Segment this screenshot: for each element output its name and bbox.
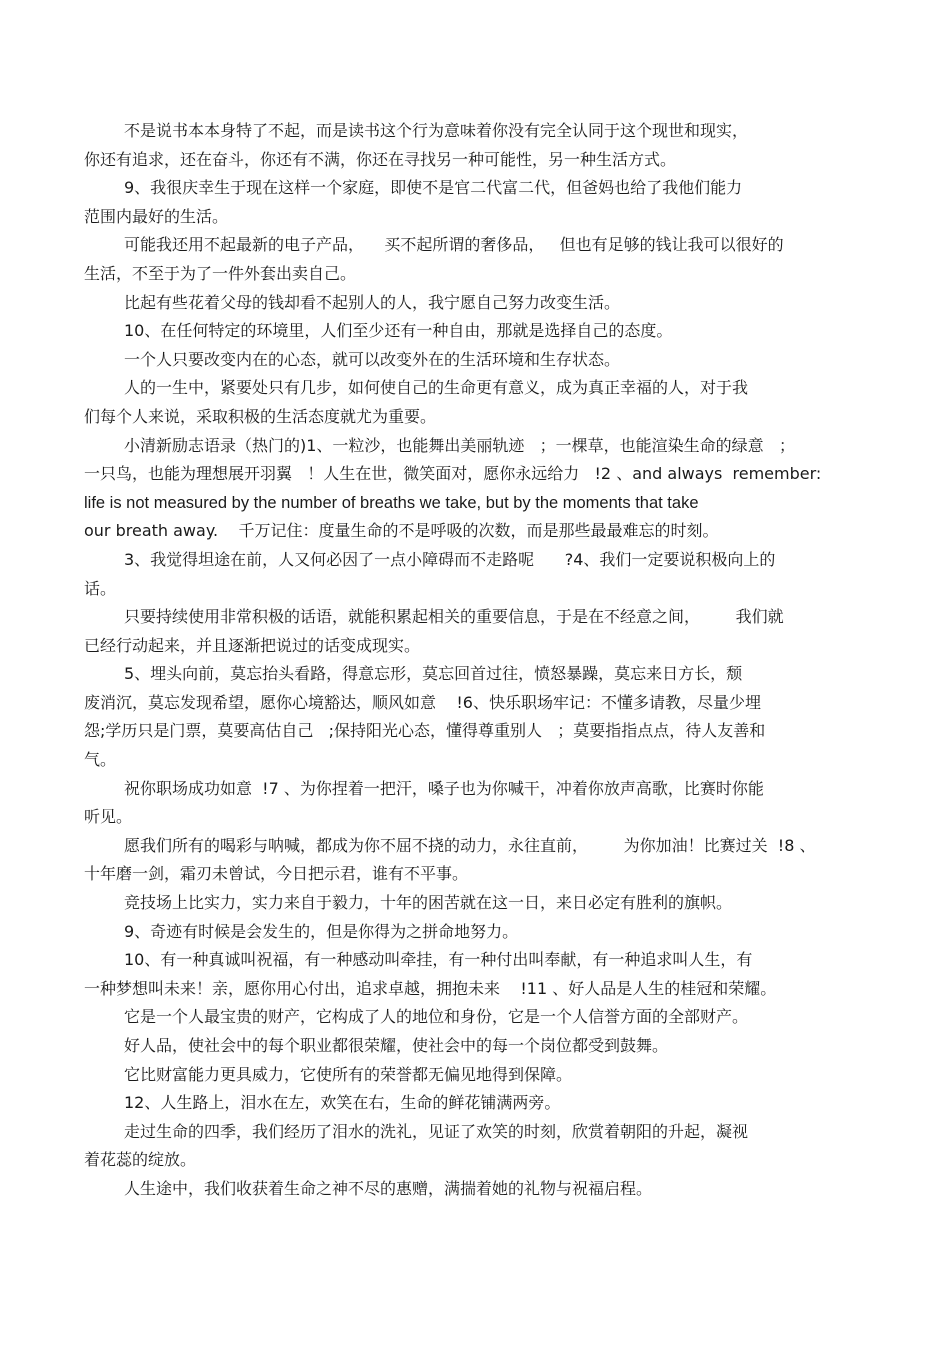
- text-line: 生活，不至于为了一件外套出卖自己。: [84, 263, 357, 283]
- text-line: 小清新励志语录（热门的)1、一粒沙，也能舞出美丽轨迹 ；一棵草，也能渲染生命的绿意 ；: [124, 435, 795, 455]
- text-line: 们每个人来说，采取积极的生活态度就尤为重要。: [84, 406, 437, 426]
- text-line: 已经行动起来，并且逐渐把说过的话变成现实。: [84, 635, 421, 655]
- text-line: 走过生命的四季，我们经历了泪水的洗礼，见证了欢笑的时刻，欣赏着朝阳的升起，凝视: [124, 1121, 749, 1141]
- text-line: 着花蕊的绽放。: [84, 1150, 197, 1170]
- text-line: 一种梦想叫未来！亲，愿你用心付出，追求卓越，拥抱未来 !11 、好人品是人生的桂冠和荣耀。: [84, 978, 777, 998]
- text-line: 一个人只要改变内在的心态，就可以改变外在的生活环境和生存状态。: [124, 349, 621, 369]
- text-line: 气。: [84, 750, 117, 770]
- text-line: 愿我们所有的喝彩与呐喊，都成为你不屈不挠的动力，永往直前， 为你加油！比赛过关 !8 、: [124, 835, 816, 855]
- text-line: 好人品，使社会中的每个职业都很荣耀，使社会中的每一个岗位都受到鼓舞。: [124, 1036, 669, 1055]
- text-line: 12、人生路上，泪水在左，欢笑在右，生命的鲜花铺满两旁。: [124, 1093, 561, 1113]
- text-line: 10、在任何特定的环境里，人们至少还有一种自由，那就是选择自己的态度。: [124, 321, 673, 341]
- text-line: 3、我觉得坦途在前，人又何必因了一点小障碍而不走路呢 ?4、我们一定要说积极向上的: [124, 549, 776, 569]
- text-line: 你还有追求，还在奋斗，你还有不满，你还在寻找另一种可能性，另一种生活方式。: [84, 149, 677, 169]
- text-line: 它比财富能力更具威力，它使所有的荣誉都无偏见地得到保障。: [124, 1064, 573, 1084]
- text-line: 听见。: [84, 807, 133, 827]
- text-line: 竞技场上比实力，实力来自于毅力，十年的困苦就在这一日，来日必定有胜利的旗帜。: [124, 893, 733, 913]
- text-line: 比起有些花着父母的钱却看不起别人的人，我宁愿自己努力改变生活。: [124, 292, 621, 312]
- text-line: 人生途中，我们收获着生命之神不尽的惠赠，满揣着她的礼物与祝福启程。: [124, 1178, 653, 1198]
- text-line: 人的一生中，紧要处只有几步，如何使自己的生命更有意义，成为真正幸福的人，对于我: [124, 378, 749, 398]
- text-line: 祝你职场成功如意 !7 、为你捏着一把汗，嗓子也为你喊干，冲着你放声高歌，比赛时你能: [124, 778, 764, 798]
- text-line: 5、埋头向前，莫忘抬头看路，得意忘形，莫忘回首过往，愤怒暴躁，莫忘来日方长，颓: [124, 664, 743, 684]
- document-body: [84, 117, 870, 1204]
- text-line: 话。: [84, 578, 117, 598]
- text-line: 只要持续使用非常积极的话语，就能积累起相关的重要信息，于是在不经意之间， 我们就: [124, 607, 784, 627]
- text-line: our breath away. 千万记住：度量生命的不是呼吸的次数，而是那些最最难忘的时刻。: [84, 521, 719, 541]
- text-line: 十年磨一剑，霜刃未曾试，今日把示君，谁有不平事。: [84, 864, 469, 884]
- text-line: 10、有一种真诚叫祝福，有一种感动叫牵挂，有一种付出叫奉献，有一种追求叫人生，有: [124, 950, 753, 970]
- text-line: 它是一个人最宝贵的财产，它构成了人的地位和身份，它是一个人信誉方面的全部财产。: [124, 1007, 749, 1027]
- text-line: 怨;学历只是门票，莫要高估自己 ;保持阳光心态，懂得尊重别人 ；莫要指指点点，待人友善和: [84, 721, 766, 741]
- text-line: 不是说书本本身特了不起，而是读书这个行为意味着你没有完全认同于这个现世和现实，: [124, 121, 749, 140]
- text-line: 一只鸟，也能为理想展开羽翼 ！人生在世，微笑面对，愿你永远给力 !2 、and always remember:: [84, 464, 822, 484]
- text-line: 可能我还用不起最新的电子产品， 买不起所谓的奢侈品， 但也有足够的钱让我可以很好的: [124, 235, 784, 255]
- text-line: 废消沉，莫忘发现希望，愿你心境豁达，顺风如意 !6、快乐职场牢记：不懂多请教，尽量少埋: [84, 692, 761, 712]
- text-line: 9、奇迹有时候是会发生的，但是你得为之拼命地努力。: [124, 921, 519, 941]
- text-line: life is not measured by the number of breaths we take, but by the moments that take: [84, 493, 699, 512]
- text-line: 9、我很庆幸生于现在这样一个家庭，即使不是官二代富二代，但爸妈也给了我他们能力: [124, 178, 743, 198]
- text-line: 范围内最好的生活。: [84, 206, 229, 226]
